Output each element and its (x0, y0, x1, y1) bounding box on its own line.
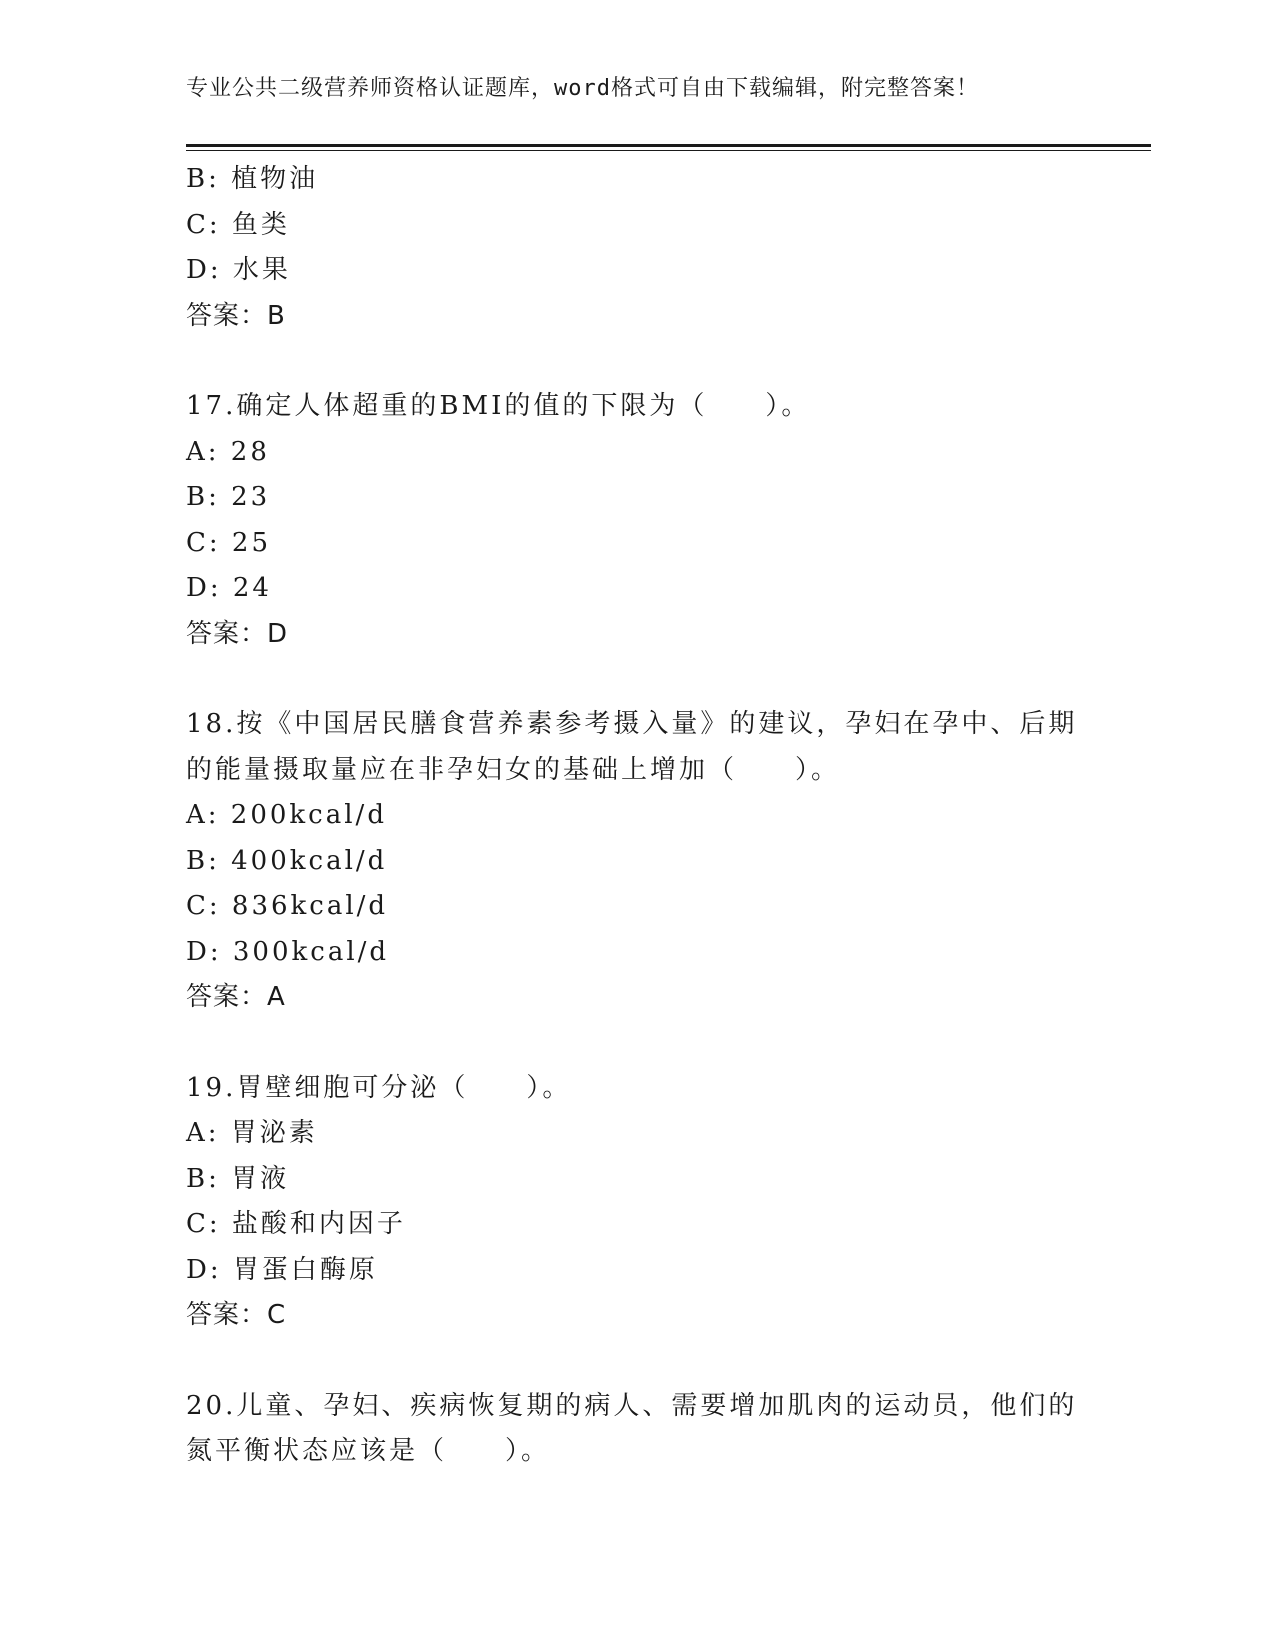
question-text: 18.按《中国居民膳食营养素参考摄入量》的建议，孕妇在孕中、后期 (186, 709, 1078, 739)
question-continued (186, 157, 1116, 339)
option-d: D: 24 (186, 573, 272, 603)
option-b: B: 23 (186, 482, 271, 512)
option-b: B: 植物油 (186, 164, 319, 194)
option-a: A: 胃泌素 (186, 1118, 318, 1148)
question-list (186, 157, 1116, 1475)
page-header: 专业公共二级营养师资格认证题库，word格式可自由下载编辑，附完整答案！ (186, 76, 979, 101)
header-rule-thick (186, 144, 1151, 147)
answer: 答案：A (186, 982, 286, 1012)
option-a: A: 200kcal/d (186, 800, 387, 830)
option-c: C: 鱼类 (186, 209, 290, 240)
option-a: A: 28 (186, 436, 270, 467)
question-20 (186, 1384, 1116, 1475)
question-17 (186, 384, 1116, 657)
question-text-cont: 氮平衡状态应该是（ ）。 (186, 1436, 551, 1466)
question-text: 17.确定人体超重的BMI的值的下限为（ ）。 (186, 391, 811, 421)
option-c: C: 25 (186, 527, 272, 558)
option-b: B: 400kcal/d (186, 845, 388, 876)
question-19 (186, 1066, 1116, 1339)
question-text: 19.胃壁细胞可分泌（ ）。 (186, 1072, 572, 1103)
option-d: D: 水果 (186, 255, 291, 285)
option-c: C: 盐酸和内因子 (186, 1209, 406, 1239)
option-c: C: 836kcal/d (186, 891, 389, 921)
option-d: D: 胃蛋白酶原 (186, 1254, 378, 1285)
header-rule-thin (186, 150, 1151, 151)
question-18 (186, 702, 1116, 1021)
answer: 答案：B (186, 300, 286, 331)
option-b: B: 胃液 (186, 1163, 290, 1194)
answer: 答案：C (186, 1300, 287, 1330)
answer: 答案：D (186, 618, 289, 649)
question-text: 20.儿童、孕妇、疾病恢复期的病人、需要增加肌肉的运动员，他们的 (186, 1390, 1078, 1421)
option-d: D: 300kcal/d (186, 936, 390, 967)
question-text-cont: 的能量摄取量应在非孕妇女的基础上增加（ ）。 (186, 754, 841, 785)
